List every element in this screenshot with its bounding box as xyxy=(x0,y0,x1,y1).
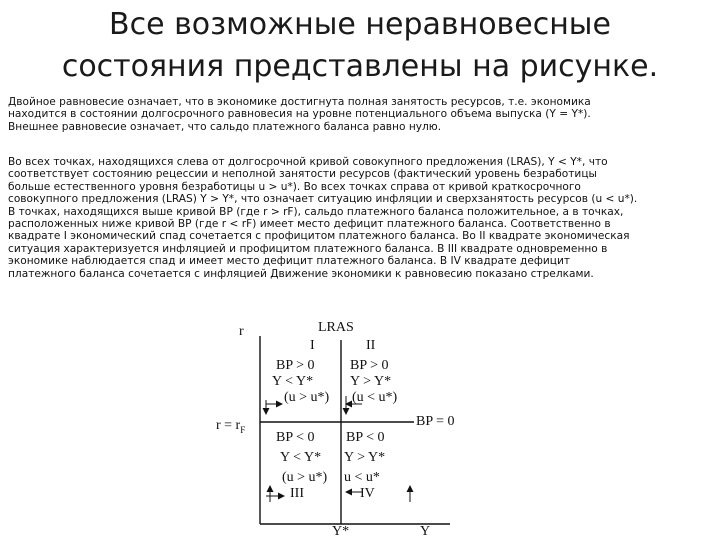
paragraph-line: квадрате I экономический спад сочетается с профицитом платежного баланса. Во II квадрате экономическая xyxy=(8,230,630,243)
paragraph-line: экономике наблюдается спад и имеет место дефицит платежного баланса. В IV квадрате дефицит xyxy=(8,255,571,268)
paragraph-line: В точках, находящихся выше кривой BP (где r > rF), сальдо платежного баланса положительное, а в точках, xyxy=(8,205,624,218)
paragraph-line: больше естественного уровня безработицы u > u*). Во всех точках справа от кривой краткосрочного xyxy=(8,180,581,193)
paragraph-quadrant-explanation xyxy=(8,156,716,280)
y-star-tick-label: Y* xyxy=(332,524,350,539)
quadrant-4-unemployment: u < u* xyxy=(344,470,380,485)
quadrant-2-bp: BP > 0 xyxy=(350,358,389,373)
quadrant-2-output: Y > Y* xyxy=(350,374,392,389)
paragraph-line: Во всех точках, находящихся слева от долгосрочной кривой совокупного предложения (LRAS), Y < Y*, что xyxy=(8,156,608,168)
quadrant-2-number: II xyxy=(366,338,376,353)
slide-title-line-2: состояния представлены на рисунке. xyxy=(61,49,659,84)
paragraph-line: расположенных ниже кривой BP (где r < rF) имеет место дефицит платежного баланса. Соответственно в xyxy=(8,218,611,231)
quadrant-3-output: Y < Y* xyxy=(280,450,322,465)
lras-label: LRAS xyxy=(318,320,354,335)
quadrant-1-output: Y < Y* xyxy=(272,374,314,389)
slide-title-line-1: Все возможные неравновесные xyxy=(109,7,611,42)
slide-title xyxy=(0,4,720,88)
paragraph-line: платежного баланса сочетается с инфляцией Движение экономики к равновесию показано стрелками. xyxy=(8,267,594,280)
quadrant-3-bp: BP < 0 xyxy=(276,430,315,445)
diagram-lines xyxy=(210,318,470,540)
bp-zero-label: BP = 0 xyxy=(416,414,455,429)
y-axis-label: Y xyxy=(420,524,431,539)
paragraph-line: Внешнее равновесие означает, что сальдо платежного баланса равно нулю. xyxy=(8,120,442,133)
quadrant-3-unemployment: (u > u*) xyxy=(282,470,328,485)
paragraph-line: совокупного предложения (LRAS) Y > Y*, что означает ситуацию инфляции и сверхзанятость ресурсов (u < u*). xyxy=(8,193,638,206)
quadrant-1-number: I xyxy=(310,338,315,353)
paragraph-line: находится в состоянии долгосрочного равновесия на уровне потенциального объема выпуска (Y = Y*). xyxy=(8,108,591,121)
quadrant-4-bp: BP < 0 xyxy=(346,430,385,445)
paragraph-equilibrium-definition xyxy=(8,96,716,133)
r-axis-label: r xyxy=(239,324,244,339)
quadrant-1-bp: BP > 0 xyxy=(276,358,315,373)
paragraph-line: ситуация характеризуется инфляцией и профицитом платежного баланса. В III квадрате одновременно в xyxy=(8,242,608,255)
quadrant-3-number: III xyxy=(290,486,304,501)
quadrant-4-output: Y > Y* xyxy=(344,450,386,465)
quadrant-4-number: IV xyxy=(360,486,375,501)
quadrant-2-unemployment: (u < u*) xyxy=(352,390,398,405)
paragraph-line: Двойное равновесие означает, что в экономике достигнута полная занятость ресурсов, т.е. экономика xyxy=(8,96,591,108)
quadrant-1-unemployment: (u > u*) xyxy=(284,390,330,405)
quadrant-diagram xyxy=(210,318,470,540)
paragraph-line: соответствует состоянию рецессии и неполной занятости ресурсов (фактический уровень безработицы xyxy=(8,168,597,181)
r-equals-rf-label: $r = r_F$ xyxy=(216,418,246,435)
